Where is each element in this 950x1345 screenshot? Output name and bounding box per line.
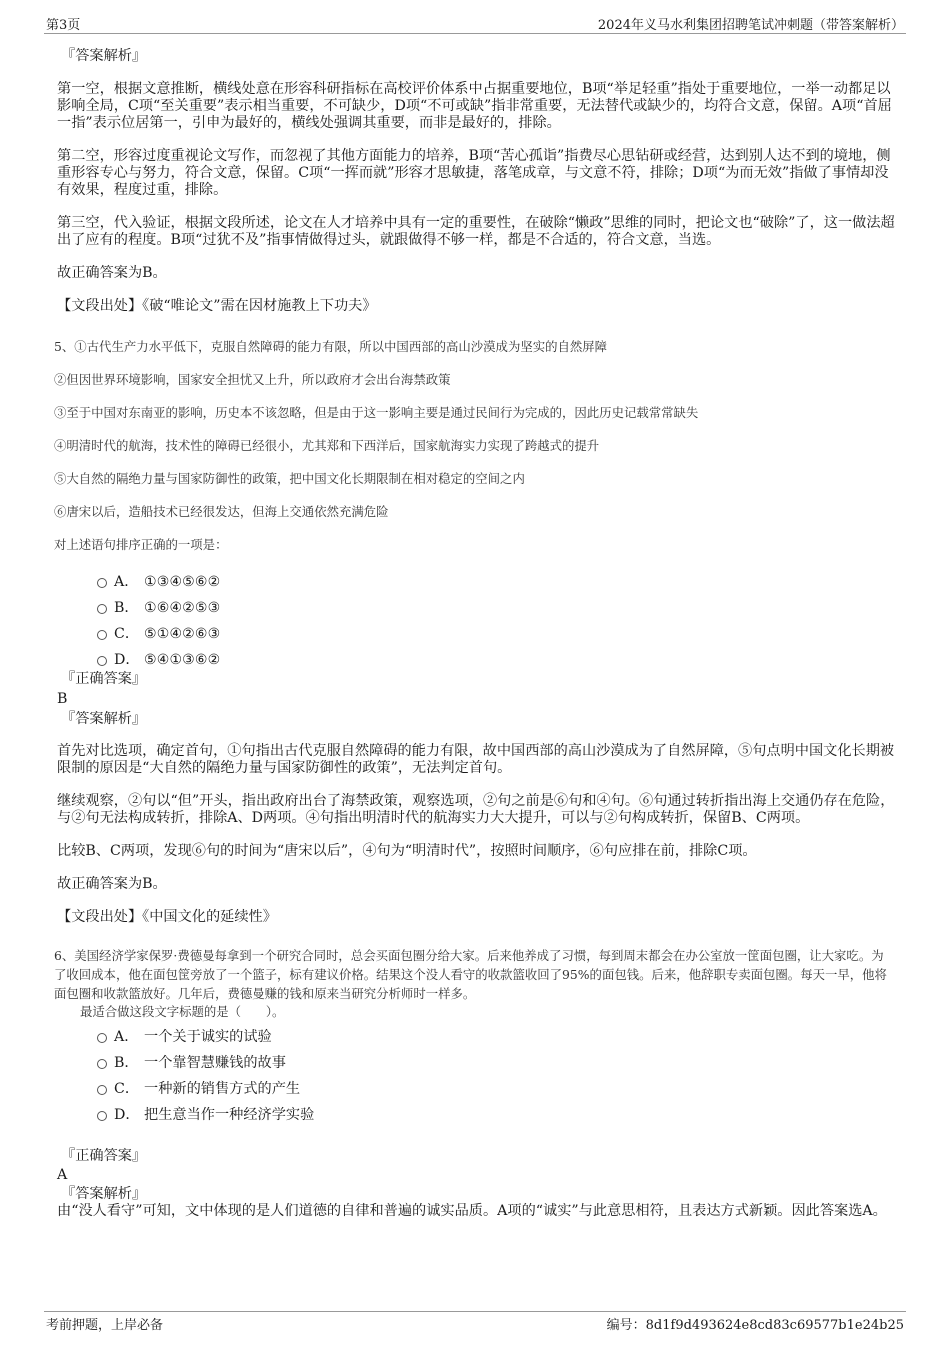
radio-icon[interactable] bbox=[97, 1033, 107, 1043]
option-text: ①⑥④②⑤③ bbox=[144, 600, 221, 616]
q5-answer-heading: 『正确答案』 bbox=[61, 671, 147, 687]
q5-option-a[interactable] bbox=[57, 569, 895, 595]
q5-stem-line: ②但因世界环境影响，国家安全担忧又上升，所以政府才会出台海禁政策 bbox=[54, 372, 451, 387]
q6-options bbox=[57, 1024, 895, 1128]
question-5 bbox=[54, 339, 895, 553]
option-text: ⑤④①③⑥② bbox=[144, 652, 221, 668]
q6-stem: 6、美国经济学家保罗·费德曼每拿到一个研究合同时，总会买面包圈分给大家。后来他养成了习惯，每到周末都会在办公室放一筐面包圈，让大家吃。为了收回成本，他在面包筐旁放了一个篮子，标有建议价格。结果这个没人看守的收款篮收回了95%的面包钱。后来，他辞职专卖面包圈。每天一早，他将面包圈和收款篮放好。几年后，费德曼赚的钱和原来当研究分析师时一样多。 bbox=[54, 948, 887, 1001]
option-text: 一种新的销售方式的产生 bbox=[144, 1081, 301, 1097]
q4-conclusion: 故正确答案为B。 bbox=[57, 265, 167, 281]
q5-stem-line: 5、①古代生产力水平低下，克服自然障碍的能力有限，所以中国西部的高山沙漠成为坚实的自然屏障 bbox=[54, 339, 608, 354]
option-label: C． bbox=[114, 626, 140, 642]
q6-answer-heading: 『正确答案』 bbox=[61, 1148, 147, 1164]
q4-analysis-para-3: 第三空，代入验证，根据文段所述，论文在人才培养中具有一定的重要性，在破除“懒政”思维的同时，把论文也“破除”了，这一做法超出了应有的程度。B项“过犹不及”指事情做得过头，就跟做得不够一样，都是不合适的，符合文意，当选。 bbox=[57, 215, 895, 248]
radio-icon[interactable] bbox=[97, 1111, 107, 1121]
q5-analysis-para-2: 继续观察，②句以“但”开头，指出政府出台了海禁政策，观察选项，②句之前是⑥句和④句。⑥句通过转折指出海上交通仍存在危险，与②句无法构成转折，排除A、D两项。④句指出明清时代的航海实力大大提升，可以与②句构成转折，保留B、C两项。 bbox=[57, 793, 895, 826]
radio-icon[interactable] bbox=[97, 630, 107, 640]
option-text: ①③④⑤⑥② bbox=[144, 574, 221, 590]
q5-option-b[interactable] bbox=[57, 595, 895, 621]
q4-source: 【文段出处】《破“唯论文”需在因材施教上下功夫》 bbox=[57, 298, 377, 314]
option-label: C． bbox=[114, 1081, 140, 1097]
q5-prompt: 对上述语句排序正确的一项是： bbox=[54, 537, 228, 552]
q4-analysis-heading: 『答案解析』 bbox=[61, 48, 147, 64]
q6-option-c[interactable] bbox=[57, 1076, 895, 1102]
option-label: D． bbox=[114, 1107, 140, 1123]
q5-analysis-para-3: 比较B、C两项，发现⑥句的时间为“唐宋以后”，④句为“明清时代”，按照时间顺序，⑥句应排在前，排除C项。 bbox=[57, 843, 757, 859]
footer-divider bbox=[44, 1311, 906, 1312]
option-label: B． bbox=[114, 600, 139, 616]
q6-question: 最适合做这段文字标题的是（ ）。 bbox=[80, 1004, 285, 1019]
q4-analysis-para-2: 第二空，形容过度重视论文写作，而忽视了其他方面能力的培养，B项“苦心孤诣”指费尽心思钻研或经营，达到别人达不到的境地，侧重形容专心与努力，符合文意，保留。C项“一挥而就”形容才思敏捷，落笔成章，与文意不符，排除；D项“为而无效”指做了事情却没有效果，程度过重，排除。 bbox=[57, 148, 891, 198]
q5-analysis-heading: 『答案解析』 bbox=[61, 711, 147, 727]
option-text: 一个关于诚实的试验 bbox=[144, 1029, 272, 1045]
radio-icon[interactable] bbox=[97, 1059, 107, 1069]
header-divider bbox=[44, 33, 906, 34]
option-text: ⑤①④②⑥③ bbox=[144, 626, 221, 642]
q5-analysis-para-1: 首先对比选项，确定首句，①句指出古代克服自然障碍的能力有限，故中国西部的高山沙漠成为了自然屏障，⑤句点明中国文化长期被限制的原因是“大自然的隔绝力量与国家防御性的政策”，无法判定首句。 bbox=[57, 743, 895, 776]
q6-analysis-heading: 『答案解析』 bbox=[61, 1186, 147, 1202]
radio-icon[interactable] bbox=[97, 578, 107, 588]
q5-stem-line: ④明清时代的航海，技术性的障碍已经很小，尤其郑和下西洋后，国家航海实力实现了跨越式的提升 bbox=[54, 438, 600, 453]
q5-options bbox=[57, 569, 895, 673]
option-label: A． bbox=[114, 1029, 139, 1045]
q5-answer: B bbox=[57, 691, 68, 707]
page-number: 第3页 bbox=[46, 18, 81, 33]
page-header bbox=[0, 0, 950, 34]
footer-slogan: 考前押题，上岸必备 bbox=[46, 1318, 164, 1333]
q5-stem-line: ⑥唐宋以后，造船技术已经很发达，但海上交通依然充满危险 bbox=[54, 504, 389, 519]
q4-analysis-para-1: 第一空，根据文意推断，横线处意在形容科研指标在高校评价体系中占据重要地位，B项“举足轻重”指处于重要地位，一举一动都足以影响全局，C项“至关重要”表示相当重要，不可缺少，D项“不可或缺”指非常重要，无法替代或缺少的，均符合文意，保留。A项“首屈一指”表示位居第一，引申为最好的，横线处强调其重要，而非是最好的，排除。 bbox=[57, 81, 892, 131]
option-label: D． bbox=[114, 652, 140, 668]
q6-analysis: 由“没人看守”可知，文中体现的是人们道德的自律和普遍的诚实品质。A项的“诚实”与此意思相符，且表达方式新颖。因此答案选A。 bbox=[57, 1203, 887, 1219]
q6-option-b[interactable] bbox=[57, 1050, 895, 1076]
q6-answer: A bbox=[57, 1167, 68, 1183]
q6-option-d[interactable] bbox=[57, 1102, 895, 1128]
option-text: 一个靠智慧赚钱的故事 bbox=[144, 1055, 286, 1071]
q5-conclusion: 故正确答案为B。 bbox=[57, 876, 167, 892]
q6-option-a[interactable] bbox=[57, 1024, 895, 1050]
option-label: B． bbox=[114, 1055, 139, 1071]
radio-icon[interactable] bbox=[97, 604, 107, 614]
document-id: 编号：8d1f9d493624e8cd83c69577b1e24b25 bbox=[606, 1318, 904, 1333]
radio-icon[interactable] bbox=[97, 656, 107, 666]
q5-stem-line: ⑤大自然的隔绝力量与国家防御性的政策，把中国文化长期限制在相对稳定的空间之内 bbox=[54, 471, 525, 486]
q5-option-c[interactable] bbox=[57, 621, 895, 647]
option-text: 把生意当作一种经济学实验 bbox=[144, 1107, 315, 1123]
document-body bbox=[54, 48, 895, 1220]
q5-stem-line: ③至于中国对东南亚的影响，历史本不该忽略，但是由于这一影响主要是通过民间行为完成的，因此历史记载常常缺失 bbox=[54, 405, 699, 420]
option-label: A． bbox=[114, 574, 139, 590]
q5-source: 【文段出处】《中国文化的延续性》 bbox=[57, 909, 277, 925]
radio-icon[interactable] bbox=[97, 1085, 107, 1095]
q5-option-d[interactable] bbox=[57, 647, 895, 673]
document-title: 2024年义马水利集团招聘笔试冲刺题（带答案解析） bbox=[597, 18, 904, 33]
